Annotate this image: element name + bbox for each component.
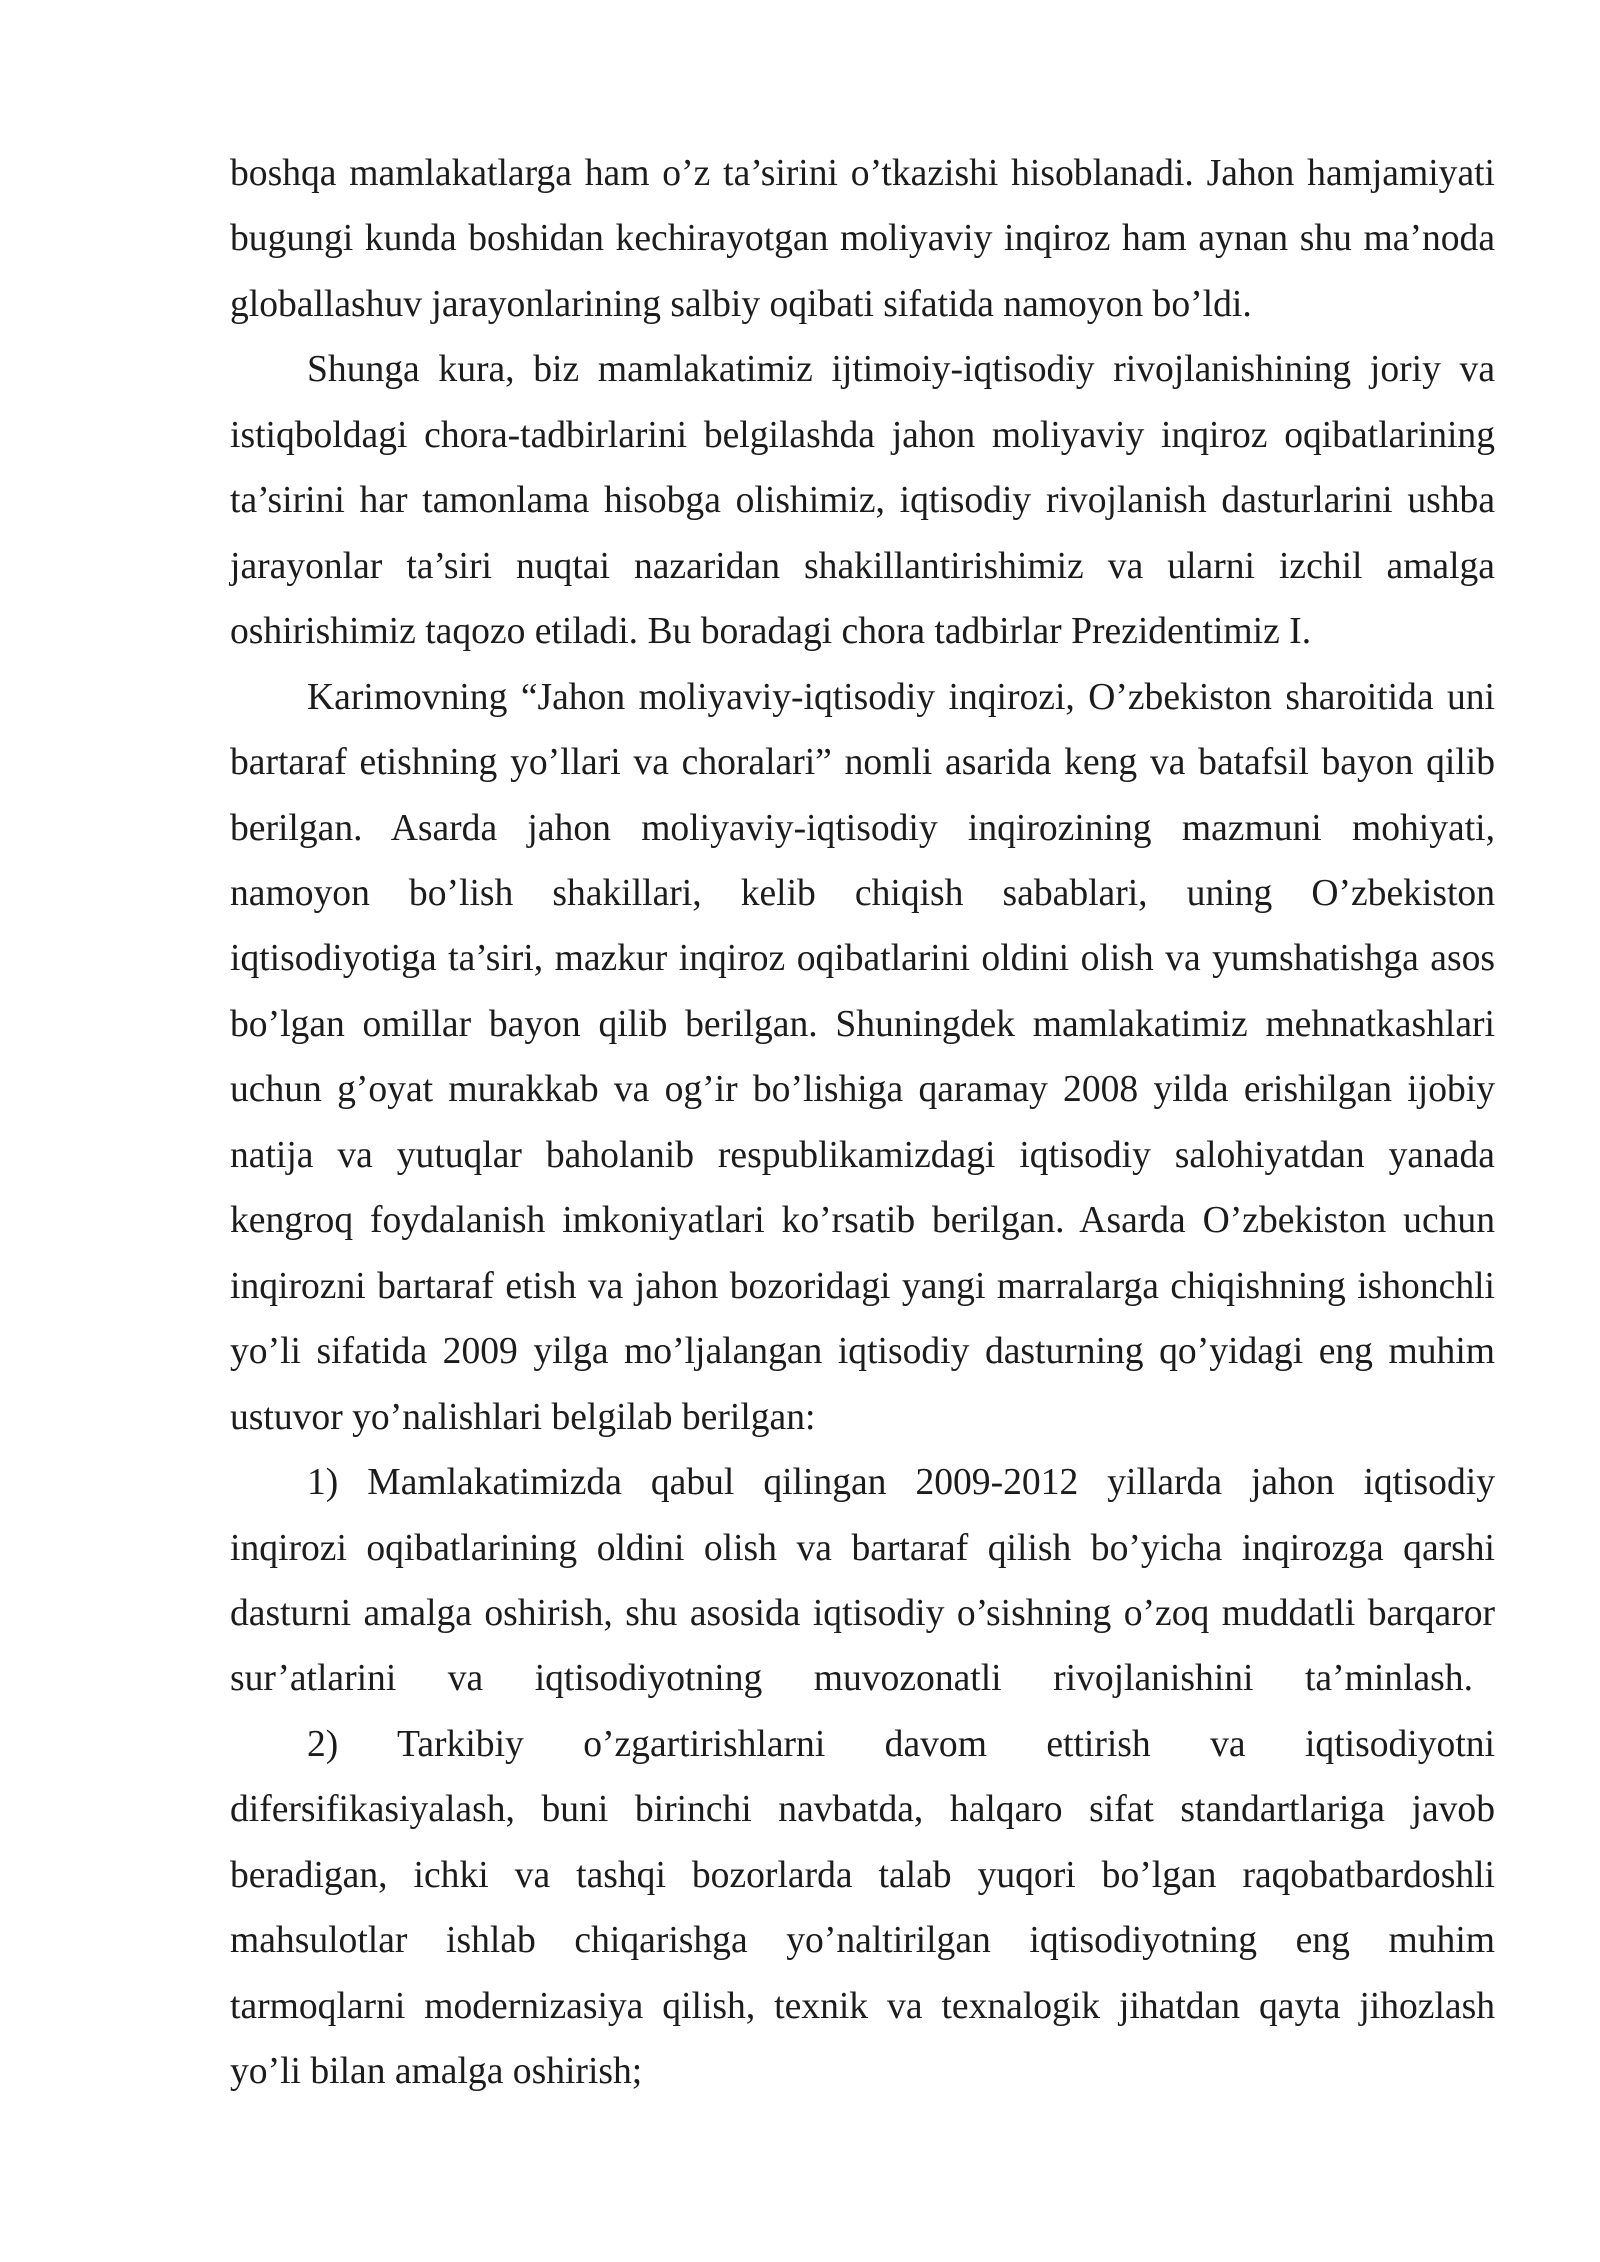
text-line: ta’sirini har tamonlama hisobga olishimiz, iqtisodiy rivojlanish dasturlarini ushba bbox=[230, 480, 1495, 522]
text-line: beradigan, ichki va tashqi bozorlarda talab yuqori bo’lgan raqobatbardoshli bbox=[230, 1854, 1495, 1896]
text-line: berilgan. Asarda jahon moliyaviy-iqtisodiy inqirozining mazmuni mohiyati, bbox=[230, 807, 1495, 849]
text-line: boshqa mamlakatlarga ham o’z ta’sirini o’tkazishi hisoblanadi. Jahon hamjamiyati bbox=[230, 153, 1495, 194]
text-line: Shunga kura, biz mamlakatimiz ijtimoiy-iqtisodiy rivojlanishining joriy va bbox=[307, 349, 1495, 391]
text-line: inqirozi oqibatlarining oldini olish va bartaraf qilish bo’yicha inqirozga qarshi bbox=[230, 1527, 1495, 1569]
text-line: inqirozni bartaraf etish va jahon bozoridagi yangi marralarga chiqishning ishonchli bbox=[230, 1265, 1495, 1307]
text-line: natija va yutuqlar baholanib respublikamizdagi iqtisodiy salohiyatdan yanada bbox=[230, 1134, 1495, 1176]
text-line: difersifikasiyalash, buni birinchi navbatda, halqaro sifat standartlariga javob bbox=[230, 1789, 1495, 1831]
text-line: yo’li bilan amalga oshirish; bbox=[230, 2051, 643, 2093]
paragraph-1 bbox=[230, 141, 1495, 337]
text-line: uchun g’oyat murakkab va og’ir bo’lishiga qaramay 2008 yilda erishilgan ijobiy bbox=[230, 1069, 1495, 1111]
text-line: jarayonlar ta’siri nuqtai nazaridan shakillantirishimiz va ularni izchil amalga bbox=[230, 545, 1495, 587]
text-line: oshirishimiz taqozo etiladi. Bu boradagi chora tadbirlar Prezidentimiz I. bbox=[230, 611, 1312, 653]
text-line: Karimovning “Jahon moliyaviy-iqtisodiy inqirozi, O’zbekiston sharoitida uni bbox=[307, 676, 1495, 718]
text-line: istiqboldagi chora-tadbirlarini belgilashda jahon moliyaviy inqiroz oqibatlarining bbox=[230, 414, 1495, 456]
text-line: ustuvor yo’nalishlari belgilab berilgan: bbox=[230, 1396, 816, 1438]
text-line: 1) Mamlakatimizda qabul qilingan 2009-2012 yillarda jahon iqtisodiy bbox=[307, 1462, 1495, 1504]
text-line: namoyon bo’lish shakillari, kelib chiqish sabablari, uning O’zbekiston bbox=[230, 872, 1495, 914]
paragraph-3 bbox=[230, 665, 1495, 1450]
list-item-1 bbox=[230, 1450, 1495, 1712]
text-line: sur’atlarini va iqtisodiyotning muvozonatli rivojlanishini ta’minlash. bbox=[230, 1658, 1473, 1700]
text-line: bo’lgan omillar bayon qilib berilgan. Shuningdek mamlakatimiz mehnatkashlari bbox=[230, 1003, 1495, 1045]
text-line: mahsulotlar ishlab chiqarishga yo’naltirilgan iqtisodiyotning eng muhim bbox=[230, 1920, 1495, 1962]
text-line: 2) Tarkibiy o’zgartirishlarni davom ettirish va iqtisodiyotni bbox=[307, 1723, 1495, 1765]
paragraph-2 bbox=[230, 337, 1495, 664]
text-line: dasturni amalga oshirish, shu asosida iqtisodiy o’sishning o’zoq muddatli barqaror bbox=[230, 1592, 1495, 1634]
text-line: iqtisodiyotiga ta’siri, mazkur inqiroz oqibatlarini oldini olish va yumshatishga asos bbox=[230, 938, 1495, 980]
text-line: tarmoqlarni modernizasiya qilish, texnik va texnalogik jihatdan qayta jihozlash bbox=[230, 1985, 1495, 2027]
text-line: bartaraf etishning yo’llari va choralari” nomli asarida keng va batafsil bayon qilib bbox=[230, 742, 1495, 784]
text-line: bugungi kunda boshidan kechirayotgan moliyaviy inqiroz ham aynan shu ma’noda bbox=[230, 218, 1495, 260]
text-line: yo’li sifatida 2009 yilga mo’ljalangan iqtisodiy dasturning qo’yidagi eng muhim bbox=[230, 1331, 1495, 1373]
text-line: kengroq foydalanish imkoniyatlari ko’rsatib berilgan. Asarda O’zbekiston uchun bbox=[230, 1200, 1495, 1242]
list-item-2 bbox=[230, 1712, 1495, 2105]
text-line: globallashuv jarayonlarining salbiy oqibati sifatida namoyon bo’ldi. bbox=[230, 283, 1252, 325]
